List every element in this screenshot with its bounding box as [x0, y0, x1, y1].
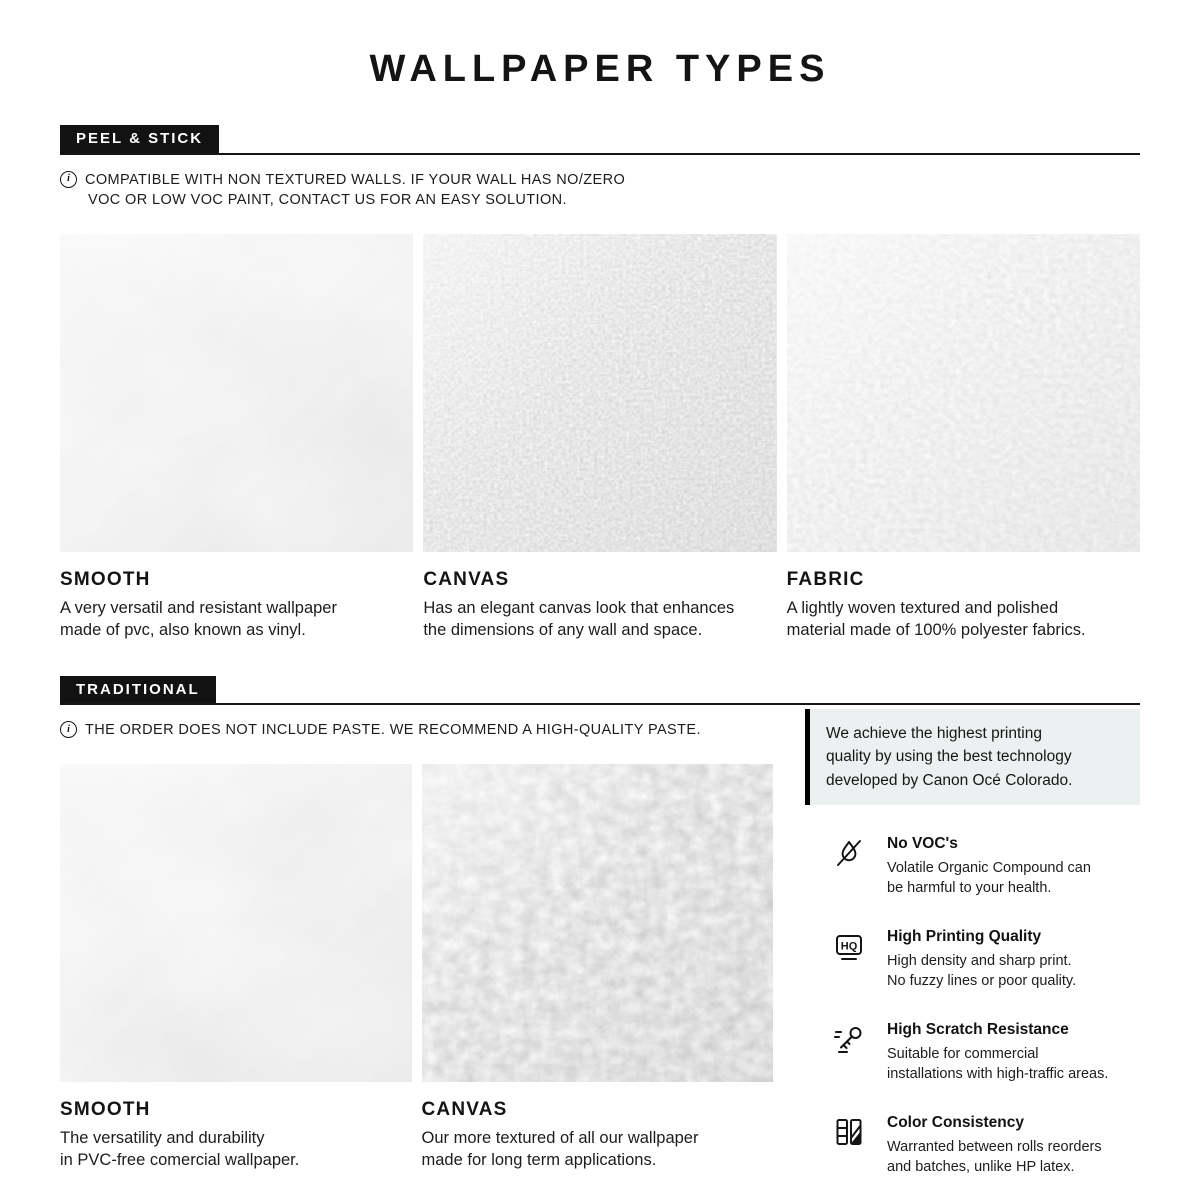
feature-color-consistency: [831, 1114, 1140, 1177]
printing-quality-callout: [805, 709, 1140, 805]
desc-line: No fuzzy lines or poor quality.: [887, 972, 1077, 989]
desc-line: Warranted between rolls reorders: [887, 1138, 1102, 1155]
feature-description: [887, 1044, 1108, 1084]
desc-line: Volatile Organic Compound can: [887, 859, 1091, 876]
swatch-image-canvas-weave: [423, 234, 776, 552]
feature-title: No VOC's: [887, 834, 958, 852]
key-scratch-icon: [831, 1021, 867, 1057]
traditional-swatches: [60, 764, 773, 1172]
swatch-card-canvas: [423, 234, 776, 642]
callout-line: We achieve the highest printing: [826, 725, 1042, 743]
lower-area: [60, 705, 1140, 1177]
desc-line: A lightly woven textured and polished: [786, 599, 1059, 618]
callout-line: developed by Canon Océ Colorado.: [826, 771, 1073, 789]
feature-title: High Scratch Resistance: [887, 1020, 1069, 1038]
desc-line: Our more textured of all our wallpaper: [421, 1129, 699, 1148]
peel-stick-section-header: [60, 125, 1140, 155]
peel-stick-badge: PEEL & STICK: [60, 125, 219, 153]
page-title: WALLPAPER TYPES: [369, 48, 831, 90]
desc-line: made for long term applications.: [421, 1151, 657, 1170]
swatch-caption: [60, 1099, 412, 1172]
svg-text:HQ: HQ: [840, 940, 858, 953]
swatch-description: [423, 598, 776, 642]
note-line: COMPATIBLE WITH NON TEXTURED WALLS. IF YOUR WALL HAS NO/ZERO: [85, 171, 626, 188]
feature-high-scratch-resistance: [831, 1021, 1140, 1084]
info-icon: i: [60, 721, 77, 738]
swatch-image-canvas-rough: [422, 764, 774, 1082]
note-line: VOC OR LOW VOC PAINT, CONTACT US FOR AN EASY SOLUTION.: [88, 191, 567, 208]
traditional-note-text: [85, 720, 701, 740]
swatch-card-smooth-traditional: [60, 764, 412, 1172]
peel-stick-note-text: [85, 170, 625, 211]
swatch-card-canvas-traditional: [422, 764, 774, 1172]
traditional-badge: TRADITIONAL: [60, 676, 216, 704]
feature-title: Color Consistency: [887, 1113, 1024, 1131]
swatch-name: CANVAS: [423, 569, 510, 591]
desc-line: High density and sharp print.: [887, 952, 1072, 969]
feature-title: High Printing Quality: [887, 927, 1042, 945]
traditional-section-header: [60, 676, 1140, 706]
swatch-caption: [422, 1099, 774, 1172]
swatch-name: FABRIC: [786, 569, 865, 591]
feature-description: [887, 951, 1076, 991]
feature-list: [805, 835, 1140, 1177]
swatch-description: [422, 1128, 774, 1172]
desc-line: and batches, unlike HP latex.: [887, 1158, 1075, 1175]
swatch-image-smooth-matte: [60, 764, 412, 1082]
feature-description: [887, 1137, 1102, 1177]
swatch-name: SMOOTH: [60, 569, 151, 591]
feature-text: [887, 835, 1091, 898]
feature-text: [887, 928, 1076, 991]
desc-line: The versatility and durability: [60, 1129, 265, 1148]
desc-line: installations with high-traffic areas.: [887, 1065, 1109, 1082]
swatch-caption: [60, 569, 413, 642]
feature-high-printing-quality: [831, 928, 1140, 991]
info-icon: i: [60, 171, 77, 188]
swatch-image-fabric-linen: [787, 234, 1140, 552]
traditional-note: [60, 720, 773, 740]
swatch-description: [787, 598, 1140, 642]
feature-text: [887, 1021, 1108, 1084]
peel-stick-swatches: [60, 234, 1140, 642]
desc-line: made of pvc, also known as vinyl.: [60, 620, 306, 639]
feature-no-vocs: [831, 835, 1140, 898]
feature-text: [887, 1114, 1102, 1177]
hq-badge-icon: [831, 928, 867, 964]
desc-line: the dimensions of any wall and space.: [423, 620, 703, 639]
swatch-name: CANVAS: [421, 1099, 508, 1121]
swatch-card-smooth: [60, 234, 413, 642]
swatch-caption: [787, 569, 1140, 642]
note-line: THE ORDER DOES NOT INCLUDE PASTE. WE RECOMMEND A HIGH-QUALITY PASTE.: [85, 722, 701, 739]
swatch-image-smooth-vinyl: [60, 234, 413, 552]
desc-line: Has an elegant canvas look that enhances: [423, 599, 735, 618]
desc-line: A very versatil and resistant wallpaper: [60, 599, 337, 618]
no-voc-icon: [831, 835, 867, 871]
desc-line: be harmful to your health.: [887, 879, 1052, 896]
swatch-description: [60, 598, 413, 642]
swatch-card-fabric: [787, 234, 1140, 642]
traditional-content: [60, 705, 773, 1177]
desc-line: material made of 100% polyester fabrics.: [786, 620, 1086, 639]
swatchbook-icon: [831, 1114, 867, 1150]
callout-line: quality by using the best technology: [826, 748, 1072, 766]
desc-line: Suitable for commercial: [887, 1045, 1039, 1062]
peel-stick-note: [60, 170, 1140, 211]
swatch-description: [60, 1128, 412, 1172]
feature-description: [887, 858, 1091, 898]
swatch-name: SMOOTH: [60, 1099, 151, 1121]
swatch-caption: [423, 569, 776, 642]
desc-line: in PVC-free comercial wallpaper.: [60, 1151, 300, 1170]
quality-aside: [805, 705, 1140, 1177]
